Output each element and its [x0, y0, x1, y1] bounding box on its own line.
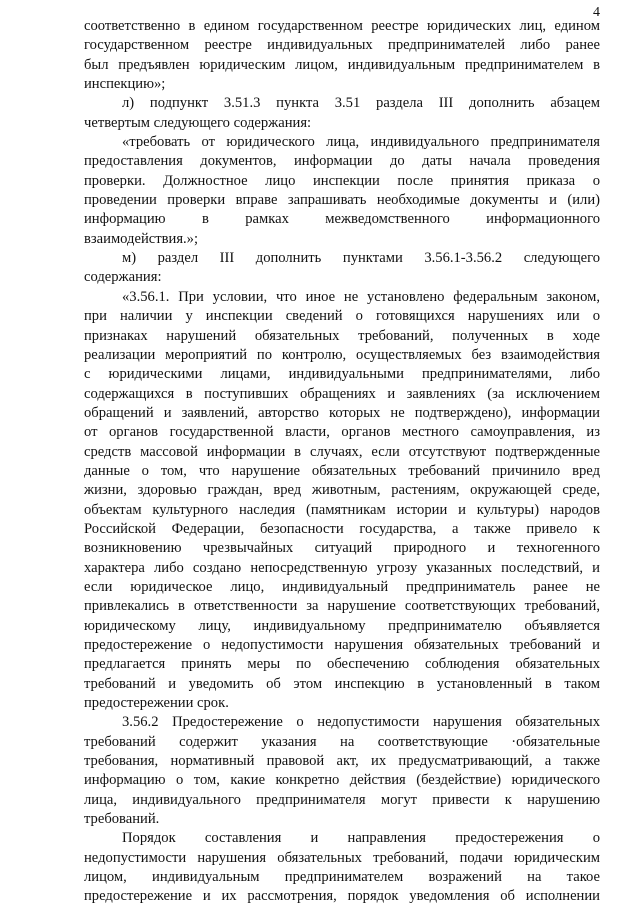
- text-line: Порядок составления и направления предостережения о: [122, 830, 600, 847]
- text-line: информацию о том, какие конкретно действия (бездействие) юридического: [84, 772, 600, 789]
- text-line: взаимодействия.»;: [84, 230, 199, 247]
- page-number: 4: [593, 5, 600, 20]
- text-line: от органов государственной власти, органов местного самоуправления, из: [84, 424, 600, 441]
- text-line: юридическому лицу, индивидуальному предпринимателю объявляется: [84, 617, 600, 634]
- text-line: л) подпункт 3.51.3 пункта 3.51 раздела III дополнить абзацем: [122, 95, 600, 112]
- text-line: реализации мероприятий по контролю, осуществляемых без взаимодействия: [84, 346, 600, 363]
- text-line: характера либо создано непосредственную угрозу указанных последствий, и: [84, 559, 600, 576]
- text-line: 3.56.2 Предостережение о недопустимости нарушения обязательных: [122, 714, 600, 731]
- text-line: предостережении срок.: [84, 695, 229, 712]
- text-line: инспекцию»;: [84, 76, 166, 93]
- text-line: средств массовой информации в случаях, если отсутствуют подтвержденные: [84, 443, 600, 460]
- text-line: требований и уведомить об этом инспекцию в установленный в таком: [84, 675, 600, 692]
- text-line: м) раздел III дополнить пунктами 3.56.1-3.56.2 следующего: [122, 250, 600, 267]
- text-line: государственном реестре индивидуальных предпринимателей либо ранее: [84, 37, 600, 54]
- text-line: требования, нормативный правовой акт, их предусматривающий, а также: [84, 753, 600, 770]
- text-line: лица, индивидуального предпринимателя могут привести к нарушению: [84, 791, 600, 808]
- text-line: предоставления документов, информации до даты начала проведения: [84, 153, 600, 170]
- text-line: требований содержит указания на соответствующие ·обязательные: [84, 733, 600, 750]
- text-line: данные о том, что нарушение обязательных требований причинило вред: [84, 462, 600, 479]
- text-line: информацию в рамках межведомственного информационного: [84, 211, 600, 228]
- document-body: [84, 17, 600, 907]
- text-line: содержания:: [84, 269, 162, 286]
- text-line: предостережение и их рассмотрения, порядок уведомления об исполнении: [84, 888, 600, 905]
- text-line: привлекались в ответственности за нарушение соответствующих требований,: [84, 598, 600, 615]
- text-line: предостережение о недопустимости нарушения обязательных требований и: [84, 637, 600, 653]
- text-line: при наличии у инспекции сведений о готовящихся нарушениях или о: [84, 308, 600, 325]
- text-line: возникновению чрезвычайных ситуаций природного и техногенного: [84, 540, 600, 557]
- text-line: соответственно в едином государственном реестре юридических лиц, едином: [84, 18, 600, 34]
- text-line: лицом, индивидуальным предпринимателем возражений на такое: [84, 869, 600, 886]
- text-line: проверки. Должностное лицо инспекции после принятия приказа о: [84, 172, 600, 189]
- text-line: если юридическое лицо, индивидуальный предприниматель ранее не: [84, 578, 600, 595]
- text-line: недопустимости нарушения обязательных требований, подачи юридическим: [84, 849, 600, 866]
- text-line: обращений и заявлений, авторство которых не подтверждено), информации: [84, 404, 600, 421]
- text-line: «3.56.1. При условии, что иное не установлено федеральным законом,: [122, 288, 600, 305]
- text-line: признаках нарушений обязательных требований, полученных в ходе: [84, 327, 600, 344]
- text-line: предлагается принять меры по обеспечению соблюдения обязательных: [84, 656, 600, 673]
- text-line: Российской Федерации, безопасности государства, а также привело к: [84, 520, 600, 537]
- text-line: объектам культурного наследия (памятникам истории и культуры) народов: [84, 501, 600, 518]
- text-line: проведении проверки вправе запрашивать необходимые документы и (или): [84, 192, 600, 209]
- text-line: жизни, здоровью граждан, вред животным, растениям, окружающей среде,: [84, 482, 600, 499]
- text-line: с юридическими лицами, индивидуальными предпринимателями, либо: [84, 366, 600, 383]
- text-line: «требовать от юридического лица, индивидуального предпринимателя: [122, 134, 600, 151]
- text-line: был предъявлен юридическим лицом, индивидуальным предпринимателем в: [84, 56, 600, 73]
- text-line: требований.: [84, 811, 160, 828]
- text-line: содержащихся в поступивших обращениях и заявлениях (за исключением: [84, 385, 600, 402]
- text-line: четвертым следующего содержания:: [84, 114, 312, 131]
